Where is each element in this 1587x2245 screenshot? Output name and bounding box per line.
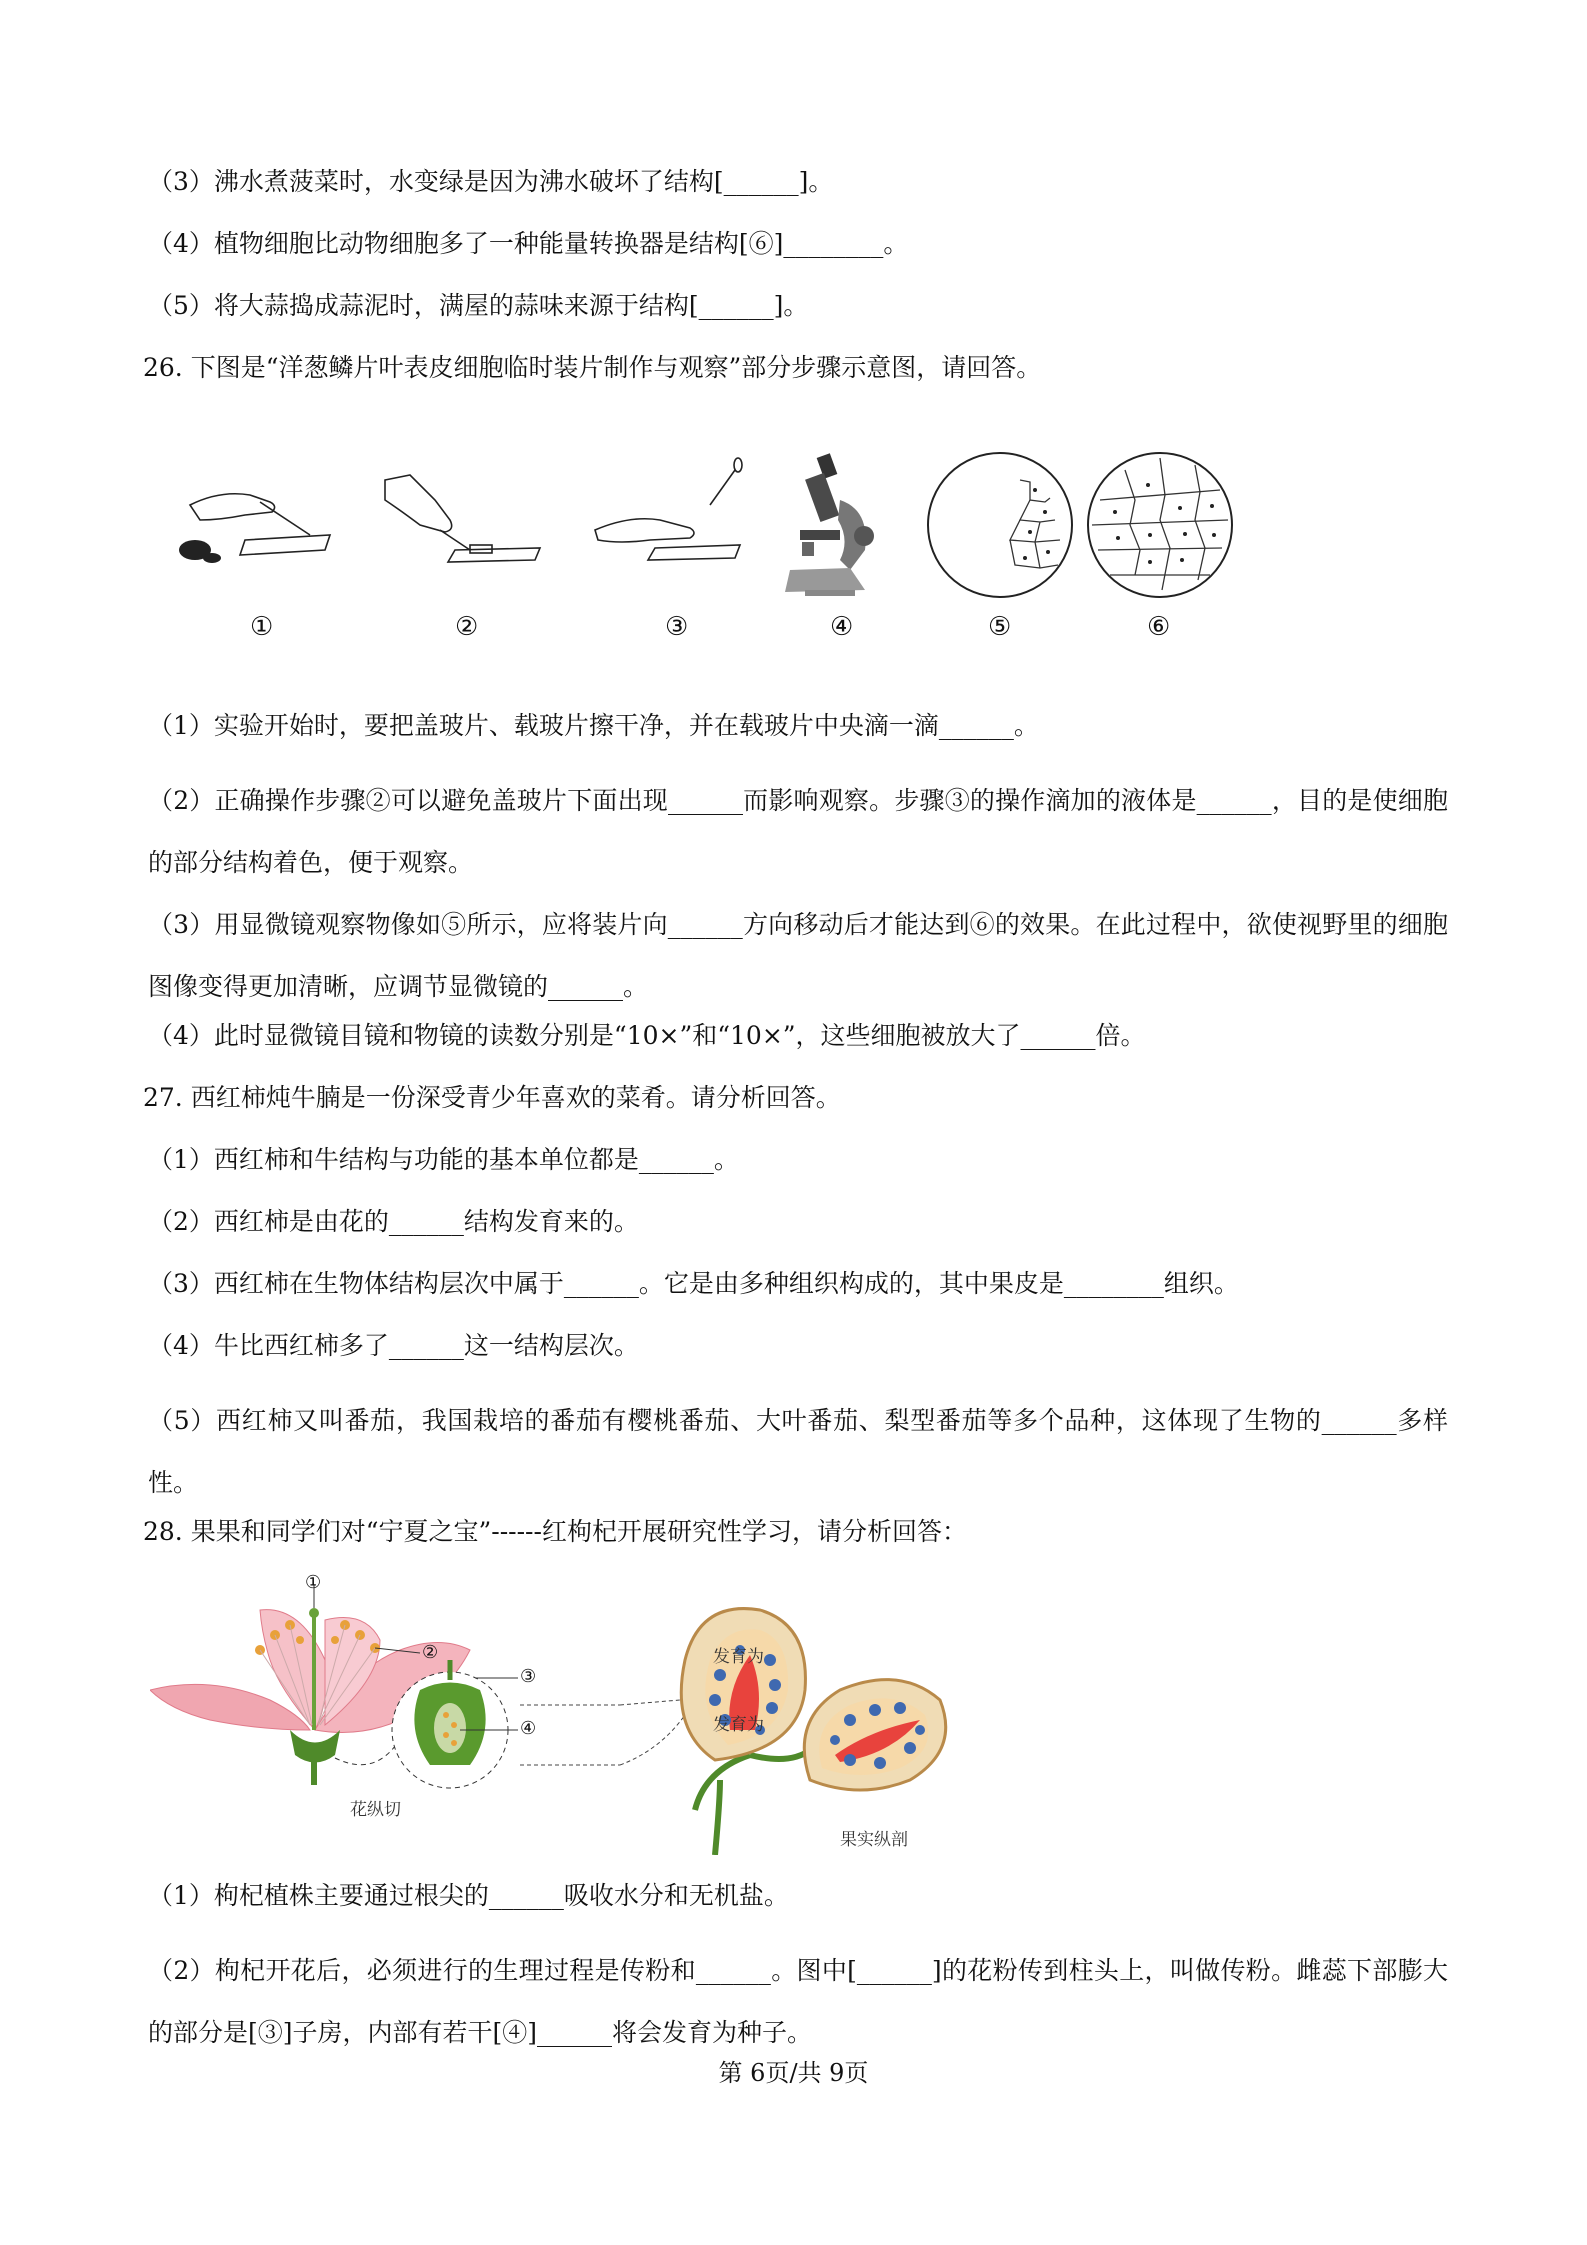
- q26-stem: 26. 下图是“洋葱鳞片叶表皮细胞临时装片制作与观察”部分步骤示意图，请回答。: [143, 353, 1042, 382]
- goji-flower-fruit-figure: [150, 1572, 1100, 1855]
- marker-1: ①: [305, 1572, 322, 1593]
- flower-section-caption: 花纵切: [350, 1800, 401, 1820]
- q26-part2: （2）正确操作步骤②可以避免盖玻片下面出现______而影响观察。步骤③的操作滴加的液体是______，目的是使细胞的部分结构着色，便于观察。: [148, 786, 1448, 877]
- step-label-4: ④: [830, 612, 854, 642]
- q27-part2: （2）西红柿是由花的______结构发育来的。: [148, 1207, 639, 1236]
- q26-part3: （3）用显微镜观察物像如⑤所示，应将装片向______方向移动后才能达到⑥的效果。在此过程中，欲使视野里的细胞图像变得更加清晰，应调节显微镜的______。: [148, 910, 1448, 1001]
- q28-stem: 28. 果果和同学们对“宁夏之宝”------红枸杞开展研究性学习，请分析回答：: [143, 1517, 967, 1546]
- marker-4: ④: [520, 1718, 537, 1739]
- q25-part3: （3）沸水煮菠菜时，水变绿是因为沸水破坏了结构[______]。: [148, 167, 834, 196]
- develops-into-label-2: 发育为: [713, 1715, 764, 1735]
- q28-part1: （1）枸杞植株主要通过根尖的______吸收水分和无机盐。: [148, 1881, 789, 1910]
- q27-part4: （4）牛比西红柿多了______这一结构层次。: [148, 1331, 639, 1360]
- marker-3: ③: [520, 1666, 537, 1687]
- onion-slide-steps-drawing: [150, 440, 1250, 650]
- q27-part5: （5）西红柿又叫番茄，我国栽培的番茄有樱桃番茄、大叶番茄、梨型番茄等多个品种，这体现了生物的______多样性。: [148, 1406, 1448, 1497]
- q25-part5: （5）将大蒜捣成蒜泥时，满屋的蒜味来源于结构[______]。: [148, 291, 809, 320]
- fruit-section-caption: 果实纵剖: [840, 1830, 908, 1850]
- q27-part3: （3）西红柿在生物体结构层次中属于______。它是由多种组织构成的，其中果皮是________组织。: [148, 1269, 1239, 1298]
- marker-2: ②: [422, 1642, 439, 1663]
- step-label-1: ①: [250, 612, 274, 642]
- step-label-3: ③: [665, 612, 689, 642]
- q26-part4: （4）此时显微镜目镜和物镜的读数分别是“10×”和“10×”，这些细胞被放大了______倍。: [148, 1021, 1146, 1050]
- q25-part4: （4）植物细胞比动物细胞多了一种能量转换器是结构[⑥]________。: [148, 229, 909, 258]
- page-footer: 第 6页/共 9页: [718, 2059, 869, 2087]
- q28-part2: （2）枸杞开花后，必须进行的生理过程是传粉和______。图中[______]的花粉传到柱头上，叫做传粉。雌蕊下部膨大的部分是[③]子房，内部有若干[④]______将会发育为种子。: [148, 1956, 1448, 2047]
- q27-part1: （1）西红柿和牛结构与功能的基本单位都是______。: [148, 1145, 739, 1174]
- develops-into-label-1: 发育为: [713, 1647, 764, 1667]
- q27-stem: 27. 西红柿炖牛腩是一份深受青少年喜欢的菜肴。请分析回答。: [143, 1083, 841, 1112]
- step-label-5: ⑤: [988, 612, 1012, 642]
- goji-flower-fruit-drawing: [150, 1580, 1100, 1855]
- step-label-2: ②: [455, 612, 479, 642]
- q26-part1: （1）实验开始时，要把盖玻片、载玻片擦干净，并在载玻片中央滴一滴______。: [148, 711, 1039, 740]
- step-label-6: ⑥: [1147, 612, 1171, 642]
- onion-slide-steps-figure: [150, 440, 1250, 650]
